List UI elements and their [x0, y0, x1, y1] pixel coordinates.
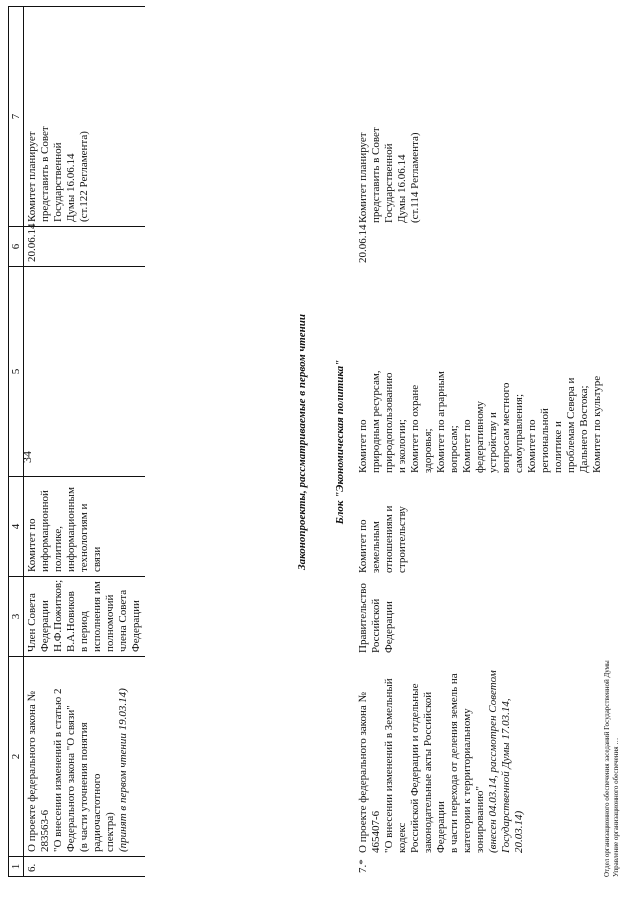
column-header-3: 3 — [9, 577, 24, 657]
responsible-committee: Комитет по земельным отношениям и строительству — [357, 505, 408, 573]
column-header-4: 4 — [9, 477, 24, 577]
footer — [603, 660, 621, 877]
block-heading: Блок "Экономическая политика" — [334, 359, 346, 525]
table-row — [355, 7, 606, 877]
row-number: 7.* — [357, 859, 369, 873]
deadline-date: 20.06.14 — [24, 227, 146, 267]
bill-cell — [24, 657, 146, 857]
bill-title: О проекте федерального закона № 283563-6 "О внесении изменений в статью 2 Федерального закона "О связи" (в части уточнения понятия радиочастотного спектра) — [26, 688, 116, 852]
footer-line-2: Управление организационного обеспечения … — [612, 737, 620, 877]
column-number-row — [9, 7, 24, 877]
responsible-committee: Комитет по информационной политике, информационным технологиям и связи — [24, 477, 146, 577]
committee-plan: Комитет планирует представить в Совет Государственной Думы 16.06.14 (ст.122 Регламента) — [24, 7, 146, 227]
agenda-table — [8, 6, 145, 877]
row-number: 6. — [24, 857, 146, 877]
agenda-table-continued — [355, 7, 606, 877]
footer-line-1: Отдел организационного обеспечения заседаний Государственной Думы — [603, 660, 611, 877]
column-header-1: 1 — [9, 857, 24, 877]
second-block — [355, 7, 606, 877]
section-heading: Законопроекты, рассматриваемые в первом чтении — [296, 314, 308, 570]
co-executor-committees — [24, 267, 146, 477]
column-header-7: 7 — [9, 7, 24, 227]
co-executor-committees: Комитет по природным ресурсам, природопользованию и экологии; Комитет по охране здоровья; Комитет по аграрным вопросам; Комитет по федеративному устройству и вопросам местного самоуправления; Комитет по региональной политике и проблемам Севера и Дальнего Востока; Комитет по культуре — [357, 370, 603, 473]
bill-author: Член Совета Федерации Н.Ф.Пожитков; В.А.Новиков в период исполнения им полномочий члена Совета Федерации — [24, 577, 146, 657]
page-number: 34 — [20, 451, 34, 463]
bill-title: О проекте федерального закона № 465407-6 "О внесении изменений в Земельный кодекс Российской Федерации и отдельные законодательные акты Российской Федерации в части перехода от деления земель на категории к территориальному зонированию" — [357, 673, 486, 853]
deadline-date: 20.06.14 — [357, 224, 369, 263]
bill-cell — [355, 657, 606, 857]
column-header-5: 5 — [9, 267, 24, 477]
bill-status: (внесен 04.03.14, рассмотрен Советом Государственной Думы 17.03.14, 20.03.14) — [487, 670, 525, 853]
committee-plan: Комитет планирует представить в Совет Государственной Думы 16.06.14 (ст.114 Регламента) — [357, 127, 421, 223]
bill-author: Правительство Российской Федерации — [357, 583, 395, 653]
column-header-2: 2 — [9, 657, 24, 857]
column-header-6: 6 — [9, 227, 24, 267]
bill-status: (принят в первом чтении 19.03.14) — [117, 688, 129, 852]
table-row — [24, 7, 146, 877]
